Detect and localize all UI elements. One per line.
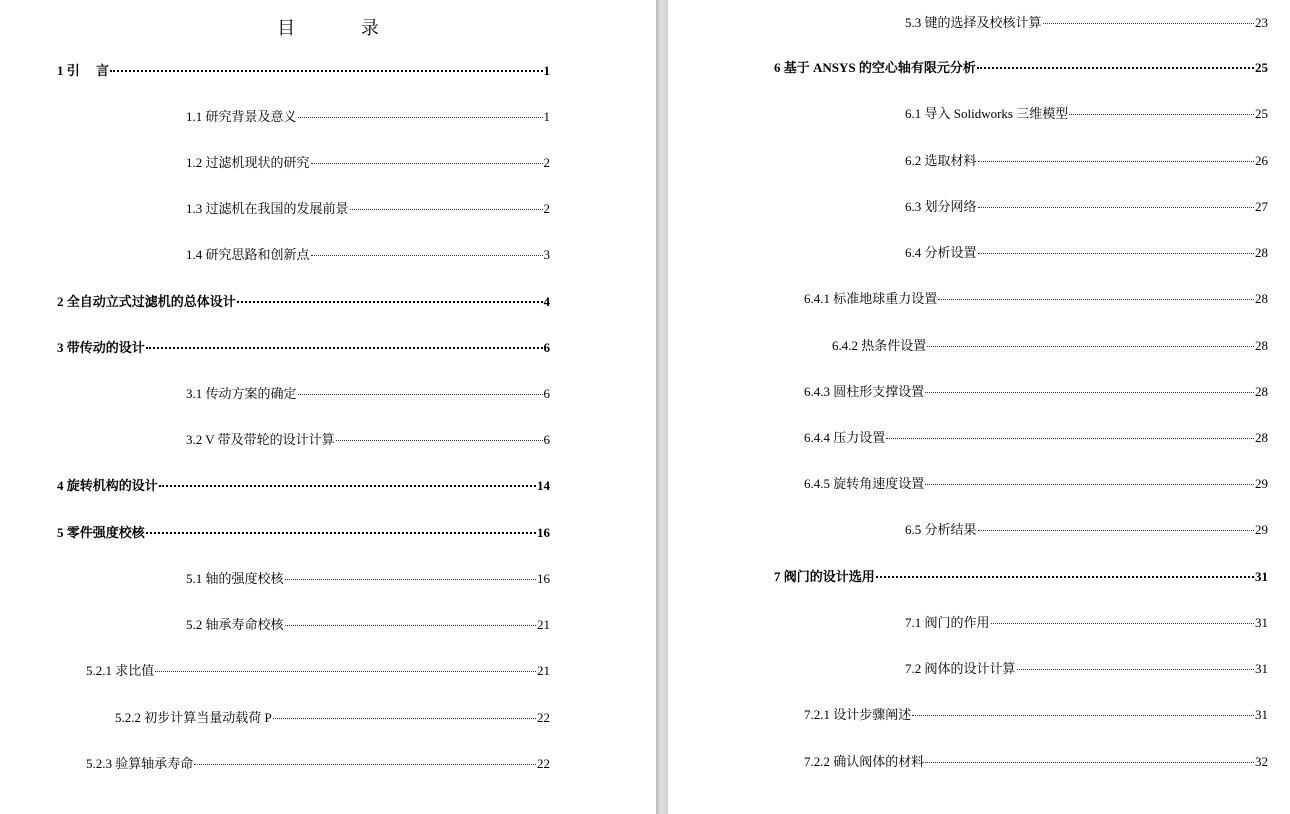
toc-entry-title: 6.4.5 旋转角速度设置: [804, 476, 925, 491]
toc-dot-leader: [285, 578, 536, 580]
toc-entry-title: 5.2.1 求比值: [86, 663, 155, 678]
toc-dot-leader: [876, 575, 1254, 578]
toc-page-number: 23: [1255, 15, 1268, 30]
toc-entry: [186, 246, 550, 264]
toc-entry-title: 7.1 阀门的作用: [905, 615, 990, 630]
toc-entry-title: 6.4.4 压力设置: [804, 430, 886, 445]
toc-page-number: 29: [1255, 476, 1268, 491]
toc-page-number: 2: [543, 155, 550, 170]
toc-page-number: 26: [1255, 153, 1268, 168]
toc-entry-title: 6.4.3 圆柱形支撑设置: [804, 384, 925, 399]
toc-entry: [186, 385, 550, 403]
toc-entry-title: 1.3 过滤机在我国的发展前景: [186, 201, 349, 216]
toc-entry-title: 6.4.1 标准地球重力设置: [804, 291, 938, 306]
toc-page-right: [668, 0, 1290, 814]
toc-entry: [186, 154, 550, 172]
toc-entry: [186, 200, 550, 218]
toc-page-number: 29: [1255, 522, 1268, 537]
toc-page-number: 6: [543, 432, 550, 447]
toc-page-number: 27: [1255, 199, 1268, 214]
toc-entry-title: 3 带传动的设计: [57, 340, 145, 355]
toc-entry-title: 1.1 研究背景及意义: [186, 109, 297, 124]
toc-entry-title: 7 阀门的设计选用: [774, 569, 875, 584]
toc-page-number: 22: [537, 756, 550, 771]
toc-entry-title: 3.2 V 带及带轮的设计计算: [186, 432, 335, 447]
toc-entry-title: 1.2 过滤机现状的研究: [186, 155, 310, 170]
toc-page-number: 28: [1255, 291, 1268, 306]
toc-page-number: 14: [537, 478, 550, 493]
toc-entry: [186, 570, 550, 588]
toc-entry: [57, 62, 550, 80]
toc-entry-title: 7.2.2 确认阀体的材料: [804, 754, 925, 769]
toc-dot-leader: [311, 254, 543, 256]
toc-dot-leader: [938, 298, 1254, 300]
toc-entry-title: 6.3 划分网络: [905, 199, 977, 214]
toc-dot-leader: [298, 116, 543, 118]
toc-entry: [57, 477, 550, 495]
toc-page-number: 16: [537, 525, 550, 540]
toc-dot-leader: [110, 69, 542, 72]
toc-dot-leader: [298, 393, 543, 395]
toc-dot-leader: [927, 345, 1254, 347]
toc-entry: [57, 339, 550, 357]
toc-dot-leader: [194, 763, 536, 765]
toc-entry: [905, 614, 1268, 632]
toc-entry: [115, 709, 550, 727]
toc-dot-leader: [1017, 668, 1254, 670]
toc-entry-title: 6.2 选取材料: [905, 153, 977, 168]
toc-entry: [905, 244, 1268, 262]
toc-entry-title: 6.4.2 热条件设置: [832, 338, 927, 353]
toc-dot-leader: [146, 346, 543, 349]
toc-entry-title: 5.1 轴的强度校核: [186, 571, 284, 586]
toc-dot-leader: [1069, 113, 1254, 115]
toc-entry: [804, 290, 1268, 308]
toc-page-number: 25: [1255, 106, 1268, 121]
toc-entry-title: 2 全自动立式过滤机的总体设计: [57, 294, 236, 309]
toc-page-number: 1: [543, 63, 550, 78]
toc-entry: [804, 383, 1268, 401]
toc-entry-title: 5.2 轴承寿命校核: [186, 617, 284, 632]
toc-dot-leader: [285, 624, 536, 626]
toc-dot-leader: [978, 160, 1254, 162]
toc-dot-leader: [336, 439, 543, 441]
toc-page-number: 2: [543, 201, 550, 216]
toc-dot-leader: [1043, 22, 1254, 24]
toc-entry-title: 4 旋转机构的设计: [57, 478, 158, 493]
toc-dot-leader: [146, 531, 536, 534]
toc-entry-title: 6.5 分析结果: [905, 522, 977, 537]
toc-entry: [804, 429, 1268, 447]
toc-entry-title: 6.4 分析设置: [905, 245, 977, 260]
toc-page-number: 16: [537, 571, 550, 586]
toc-entry: [905, 14, 1268, 32]
toc-page-number: 31: [1255, 569, 1268, 584]
toc-entry: [804, 753, 1268, 771]
toc-page-number: 3: [543, 247, 550, 262]
toc-entry: [804, 475, 1268, 493]
toc-dot-leader: [311, 162, 543, 164]
toc-entry: [57, 524, 550, 542]
toc-entry-title: 3.1 传动方案的确定: [186, 386, 297, 401]
toc-entry: [905, 521, 1268, 539]
toc-entry: [86, 755, 550, 773]
toc-entry-title: 7.2 阀体的设计计算: [905, 661, 1016, 676]
toc-page-number: 31: [1255, 615, 1268, 630]
toc-page-number: 1: [543, 109, 550, 124]
toc-entry: [905, 152, 1268, 170]
toc-entry-title: 5 零件强度校核: [57, 525, 145, 540]
toc-dot-leader: [978, 252, 1254, 254]
toc-page-number: 31: [1255, 661, 1268, 676]
toc-entry: [186, 616, 550, 634]
toc-entry-title: 6.1 导入 Solidworks 三维模型: [905, 106, 1069, 121]
toc-dot-leader: [237, 300, 543, 303]
toc-entry: [186, 108, 550, 126]
toc-dot-leader: [273, 717, 536, 719]
toc-page-number: 28: [1255, 384, 1268, 399]
toc-entry: [905, 660, 1268, 678]
toc-dot-leader: [886, 437, 1254, 439]
page-gutter: [656, 0, 668, 814]
toc-page-number: 4: [543, 294, 550, 309]
toc-title: 目 录: [277, 18, 409, 39]
toc-page-number: 25: [1255, 60, 1268, 75]
toc-dot-leader: [155, 670, 536, 672]
toc-page-number: 32: [1255, 754, 1268, 769]
toc-entry: [804, 706, 1268, 724]
toc-page-number: 22: [537, 710, 550, 725]
toc-dot-leader: [925, 483, 1254, 485]
toc-entry: [186, 431, 550, 449]
toc-page-number: 21: [537, 663, 550, 678]
toc-dot-leader: [978, 529, 1254, 531]
toc-entry-title: 5.2.3 验算轴承寿命: [86, 756, 194, 771]
toc-entry: [57, 293, 550, 311]
toc-entry: [905, 198, 1268, 216]
toc-dot-leader: [925, 391, 1254, 393]
toc-dot-leader: [159, 484, 536, 487]
toc-page-number: 21: [537, 617, 550, 632]
toc-entry-title: 5.2.2 初步计算当量动载荷 P: [115, 710, 272, 725]
toc-dot-leader: [977, 66, 1254, 69]
toc-entry: [905, 105, 1268, 123]
toc-page-number: 28: [1255, 245, 1268, 260]
toc-entry: [774, 59, 1268, 77]
toc-entry-title: 1 引 言: [57, 63, 110, 78]
toc-page-number: 6: [543, 386, 550, 401]
toc-entry: [832, 337, 1268, 355]
toc-dot-leader: [978, 206, 1254, 208]
toc-entry: [774, 568, 1268, 586]
toc-entry: [86, 662, 550, 680]
toc-entry-title: 6 基于 ANSYS 的空心轴有限元分析: [774, 60, 976, 75]
toc-page-number: 28: [1255, 430, 1268, 445]
toc-page-number: 6: [543, 340, 550, 355]
toc-dot-leader: [912, 714, 1254, 716]
toc-entry-title: 7.2.1 设计步骤阐述: [804, 707, 912, 722]
toc-dot-leader: [991, 622, 1254, 624]
toc-page-number: 31: [1255, 707, 1268, 722]
toc-dot-leader: [925, 761, 1254, 763]
toc-page-number: 28: [1255, 338, 1268, 353]
toc-dot-leader: [350, 208, 543, 210]
toc-entry-title: 5.3 键的选择及校核计算: [905, 15, 1042, 30]
toc-entry-title: 1.4 研究思路和创新点: [186, 247, 310, 262]
